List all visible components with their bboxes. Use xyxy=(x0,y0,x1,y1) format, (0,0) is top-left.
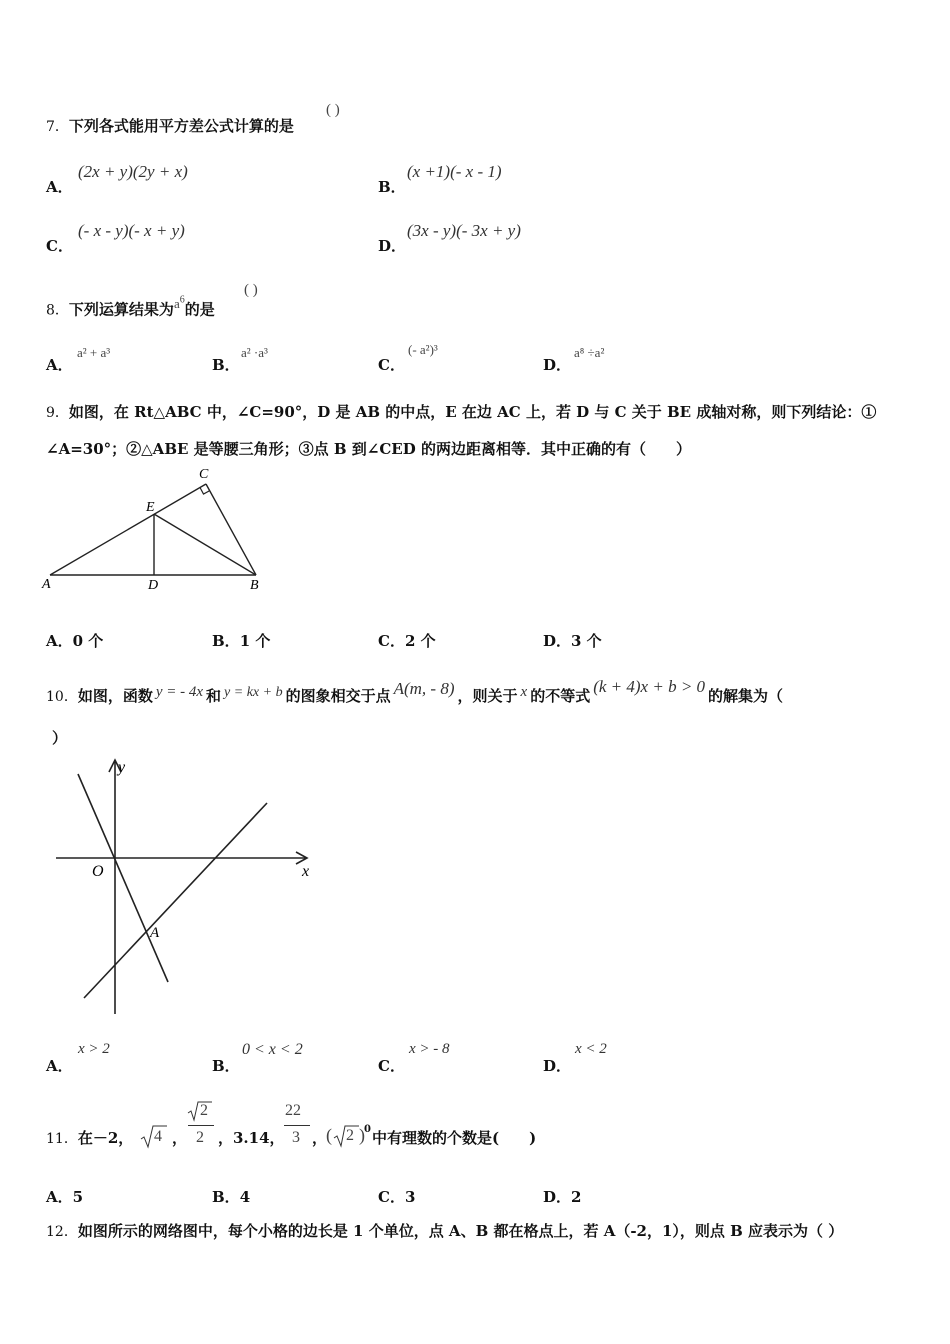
label-O: O xyxy=(92,863,104,880)
option-label: C． xyxy=(378,356,405,374)
question-number: 11． xyxy=(46,1131,78,1147)
radicand: 4 xyxy=(154,1128,162,1145)
option-label: C． xyxy=(378,632,405,650)
question-9-stem-line2: ∠A=30°；②△ABE 是等腰三角形；③点 B 到∠CED 的两边距离相等．其中正确的有（ ） xyxy=(46,440,691,458)
option-expr: (3x - y)(- 3x + y) xyxy=(407,221,521,240)
line-y-kx-b xyxy=(84,803,267,998)
option-expr: x > 2 xyxy=(78,1041,110,1057)
graph-figure xyxy=(50,752,320,1017)
variable-x: x xyxy=(520,684,528,700)
denominator: 3 xyxy=(292,1129,300,1146)
option-text: 3 xyxy=(404,1188,416,1206)
stem-text: 如图，函数 xyxy=(77,687,153,705)
answer-paren: ( ) xyxy=(244,282,258,298)
base: a xyxy=(173,296,180,312)
numerator: 2 xyxy=(200,1102,208,1119)
option xyxy=(543,1186,581,1207)
option-text: 4 xyxy=(239,1188,251,1206)
stem-text: ， xyxy=(312,1129,328,1147)
stem-text: ，3.14， xyxy=(218,1129,285,1147)
separator: ， xyxy=(172,1129,188,1147)
stem-text: 如图，在 Rt△ABC 中，∠C=90°，D 是 AB 的中点，E 在边 AC 上，若 D 与 C 关于 BE 成轴对称，则下列结论：① xyxy=(68,403,877,421)
option-label: B． xyxy=(378,178,406,196)
question-8-stem xyxy=(46,295,215,319)
option-label: D． xyxy=(543,356,572,374)
option-label: B． xyxy=(212,356,240,374)
option-expr: (2x + y)(2y + x) xyxy=(78,162,188,181)
option-label: C． xyxy=(378,1057,405,1075)
question-number: 12． xyxy=(46,1224,78,1240)
option-expr: a² ·a³ xyxy=(241,345,268,360)
option-expr: a⁸ ÷a² xyxy=(574,345,605,360)
option-label: B． xyxy=(212,632,240,650)
label-A: A xyxy=(150,925,160,941)
power-base xyxy=(174,296,185,311)
stem-text: 下列各式能用平方差公式计算的是 xyxy=(68,117,294,135)
stem-text: 在－2， xyxy=(77,1129,134,1147)
option xyxy=(378,1186,415,1207)
option-label: A． xyxy=(46,356,73,374)
option-label: A． xyxy=(46,1057,73,1075)
option-expr: a² + a³ xyxy=(77,345,111,360)
stem-text: 的不等式 xyxy=(530,687,591,705)
stem-text: ，则关于 xyxy=(457,687,518,705)
segment-EB xyxy=(154,514,256,575)
question-number: 10． xyxy=(46,689,78,705)
numerator: 22 xyxy=(285,1102,301,1119)
fraction-sqrt2-over-2 xyxy=(186,1100,216,1152)
stem-text: 的解集为（ xyxy=(708,687,784,705)
fraction-bar xyxy=(284,1125,310,1126)
option-label: A． xyxy=(46,178,73,196)
stem-text: 的图象相交于点 xyxy=(285,687,391,705)
option-label: D． xyxy=(543,1188,572,1206)
point-A: A(m, - 8) xyxy=(393,679,455,698)
option xyxy=(212,630,270,651)
exponent-0: 0 xyxy=(364,1124,371,1135)
question-7-stem xyxy=(46,115,294,136)
question-number: 8． xyxy=(46,302,69,319)
fraction-22-over-3 xyxy=(282,1100,312,1152)
question-number: 9． xyxy=(46,405,69,421)
triangle-figure xyxy=(40,462,280,594)
option-expr: (- x - y)(- x + y) xyxy=(78,221,185,240)
question-12-stem xyxy=(46,1220,843,1241)
option-label: C． xyxy=(378,1188,405,1206)
label-E: E xyxy=(146,500,155,515)
option-label: B． xyxy=(212,1188,240,1206)
question-9-stem-line1 xyxy=(46,401,876,422)
denominator: 2 xyxy=(196,1129,204,1146)
option-text: 2 个 xyxy=(404,632,436,650)
question-10-stem xyxy=(46,677,783,706)
answer-paren: ( ) xyxy=(326,102,340,118)
label-x: x xyxy=(302,863,310,880)
option-text: 0 个 xyxy=(72,632,104,650)
option-expr: x < 2 xyxy=(575,1041,607,1057)
stem-text: 如图所示的网络图中，每个小格的边长是 1 个单位，点 A、B 都在格点上，若 A（-2，1），则点 B 应表示为（ ） xyxy=(77,1222,844,1240)
option xyxy=(46,630,103,651)
label-B: B xyxy=(250,578,259,593)
segment-AC xyxy=(50,484,206,575)
option xyxy=(378,630,436,651)
exponent: 6 xyxy=(179,295,185,306)
label-y: y xyxy=(118,759,126,776)
stem-text: 的是 xyxy=(184,300,215,319)
option-expr: 0 < x < 2 xyxy=(242,1041,303,1058)
inequality: (k + 4)x + b > 0 xyxy=(593,677,706,696)
question-number: 7． xyxy=(46,119,69,135)
option-expr: (x +1)(- x - 1) xyxy=(407,162,502,181)
segment-CB xyxy=(206,484,256,575)
option xyxy=(46,1186,83,1207)
left-paren: ( xyxy=(326,1125,332,1145)
function-2: y = kx + b xyxy=(224,685,283,700)
option xyxy=(543,630,602,651)
option-expr: x > - 8 xyxy=(409,1041,450,1057)
option-label: A． xyxy=(46,632,73,650)
fraction-bar xyxy=(188,1125,214,1126)
option-label: D． xyxy=(378,237,407,255)
option-text: 3 个 xyxy=(571,632,602,650)
option-label: D． xyxy=(543,1057,572,1075)
option-text: 5 xyxy=(72,1188,84,1206)
option-label: A． xyxy=(46,1188,73,1206)
label-A: A xyxy=(42,577,51,592)
option-text: 2 xyxy=(571,1188,582,1206)
stem-text: 下列运算结果为 xyxy=(68,300,174,319)
stem-text: 和 xyxy=(206,687,222,705)
closing-paren: ） xyxy=(52,729,68,747)
right-paren: ) xyxy=(359,1125,365,1145)
option-label: C． xyxy=(46,237,73,255)
radicand: 2 xyxy=(346,1127,354,1144)
label-D: D xyxy=(148,578,159,593)
option xyxy=(212,1186,250,1207)
stem-text: 中有理数的个数是( ) xyxy=(372,1129,537,1147)
option-label: D． xyxy=(543,632,572,650)
option-text: 1 个 xyxy=(239,632,271,650)
option-expr: (- a²)³ xyxy=(408,342,438,357)
label-C: C xyxy=(199,467,209,482)
question-11-num-text xyxy=(46,1127,133,1148)
function-1: y = - 4x xyxy=(155,684,204,700)
option-label: B． xyxy=(212,1057,240,1075)
